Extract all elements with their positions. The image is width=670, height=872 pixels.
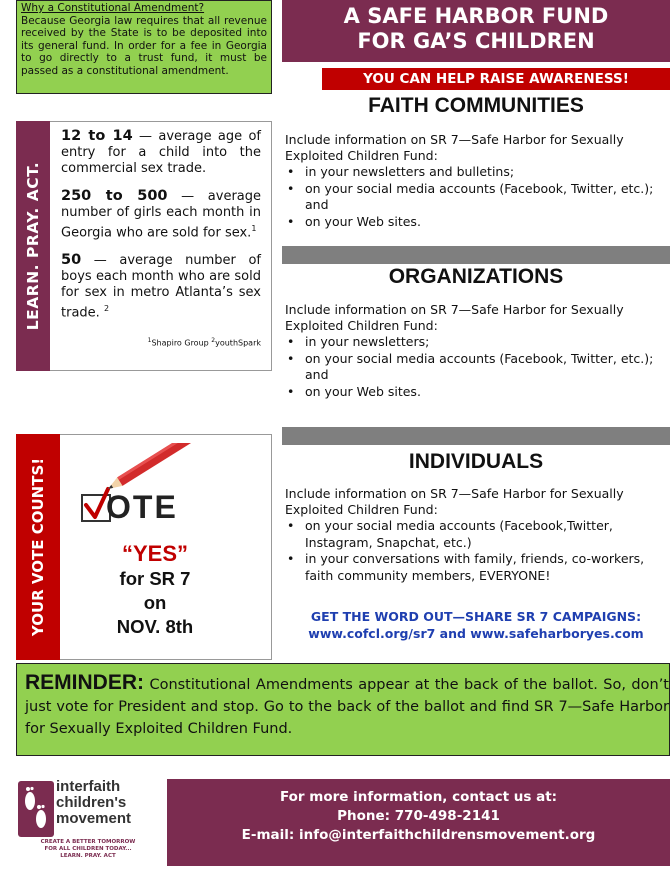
section-title: INDIVIDUALS — [408, 450, 544, 473]
list-item: • in your conversations with family, friends, co-workers, faith community members, EVERYONE! — [285, 551, 670, 584]
reminder-label: REMINDER: — [25, 671, 144, 694]
contact-heading: For more information, contact us at: — [279, 789, 558, 805]
stat-number: 50 — [61, 252, 82, 269]
vote-line: NOV. 8th — [116, 616, 194, 637]
orgs-content — [285, 302, 670, 400]
stat-item — [61, 188, 261, 241]
why-question: Why a Constitutional Amendment? — [21, 2, 205, 14]
list-item: • on your social media accounts (Facebook, Twitter, etc.); and — [285, 181, 670, 214]
footnote-marker: 2 — [103, 304, 110, 314]
vote-word: OTE — [106, 489, 178, 525]
title-banner — [282, 0, 670, 62]
vote-counts-bar — [16, 434, 60, 660]
stat-item — [61, 252, 261, 321]
contact-phone[interactable]: Phone: 770-498-2141 — [337, 808, 500, 824]
orgs-list — [285, 334, 670, 400]
learn-pray-act-bar — [16, 121, 50, 371]
stat-number: 250 to 500 — [61, 188, 168, 204]
divider-bar — [282, 427, 670, 445]
title-line-1: A SAFE HARBOR FUND — [343, 4, 609, 28]
list-item: • on your social media accounts (Facebook, Twitter, etc.); and — [285, 351, 670, 384]
section-lead: Include information on SR 7—Safe Harbor for Sexually Exploited Children Fund: — [285, 132, 624, 163]
stats-box — [50, 121, 272, 371]
reminder-text: Constitutional Amendments appear at the back of the ballot. So, don’t just vote for President and stop. Go to the back of the ballot and find SR 7—Safe Harbor for Sexually Exploited Children Fund. — [25, 677, 669, 737]
yes-word: “YES” — [121, 541, 189, 566]
divider-bar — [282, 246, 670, 264]
section-lead: Include information on SR 7—Safe Harbor for Sexually Exploited Children Fund: — [285, 302, 624, 333]
title-line-2: FOR GA’S CHILDREN — [357, 29, 595, 53]
section-lead: Include information on SR 7—Safe Harbor for Sexually Exploited Children Fund: — [285, 486, 624, 517]
stat-item — [61, 128, 261, 177]
source-note: $^1$Shapiro Group $^2$youthSpark — [147, 336, 261, 348]
campaign-heading: GET THE WORD OUT—SHARE SR 7 CAMPAIGNS: — [310, 609, 642, 624]
stat-number: 12 to 14 — [61, 128, 133, 144]
vote-box — [60, 434, 272, 660]
why-amendment-box — [16, 0, 272, 94]
vote-line: for SR 7 — [119, 568, 191, 589]
faith-content — [285, 132, 670, 230]
individuals-content — [285, 486, 670, 584]
section-organizations — [282, 265, 670, 289]
list-item: • on your social media accounts (Facebook,Twitter, Instagram, Snapchat, etc.) — [285, 518, 670, 551]
raise-awareness-banner: YOU CAN HELP RAISE AWARENESS! — [322, 68, 670, 90]
list-item: • on your Web sites. — [285, 384, 670, 401]
list-item: • in your newsletters and bulletins; — [285, 164, 670, 181]
individuals-list — [285, 518, 670, 584]
faith-list — [285, 164, 670, 230]
vote-line: on — [143, 592, 167, 613]
stat-text: — average age of entry for a child into the commercial sex trade. — [61, 129, 261, 176]
stat-text: — average number of boys each month who are sold for sex in metro Atlanta’s sex trade. — [61, 253, 261, 321]
reminder-box — [16, 663, 670, 756]
why-text: Because Georgia law requires that all revenue received by the State is to be deposited into its general fund. In order for a fee in Georgia to go directly to a trust fund, it must be passed as a constitutional amendment. — [21, 14, 267, 77]
list-item: • in your newsletters; — [285, 334, 670, 351]
section-faith — [282, 94, 670, 118]
learn-pray-act-label: LEARN. PRAY. ACT. — [24, 161, 42, 331]
section-title: FAITH COMMUNITIES — [368, 94, 584, 117]
campaign-links[interactable]: www.cofcl.org/sr7 and www.safeharboryes.com — [308, 626, 644, 641]
logo-wordmark: interfaith children's movement — [56, 778, 132, 827]
vote-yes-block — [60, 541, 250, 639]
section-individuals — [282, 450, 670, 474]
footnote-marker: 1 — [251, 224, 257, 233]
logo-tagline: CREATE A BETTER TOMORROW FOR ALL CHILDREN TODAY... LEARN. PRAY. ACT — [40, 839, 136, 859]
contact-email[interactable]: E-mail: info@interfaithchildrensmovement.org — [241, 827, 596, 843]
footprints-logo-icon — [18, 781, 54, 837]
vote-counts-label: YOUR VOTE COUNTS! — [29, 457, 47, 637]
stat-text: — average number of girls each month in Georgia who are sold for sex. — [61, 189, 262, 241]
contact-box — [167, 779, 670, 866]
campaign-block — [282, 608, 670, 642]
section-title: ORGANIZATIONS — [388, 265, 564, 288]
logo — [18, 779, 158, 865]
list-item: • on your Web sites. — [285, 214, 670, 231]
